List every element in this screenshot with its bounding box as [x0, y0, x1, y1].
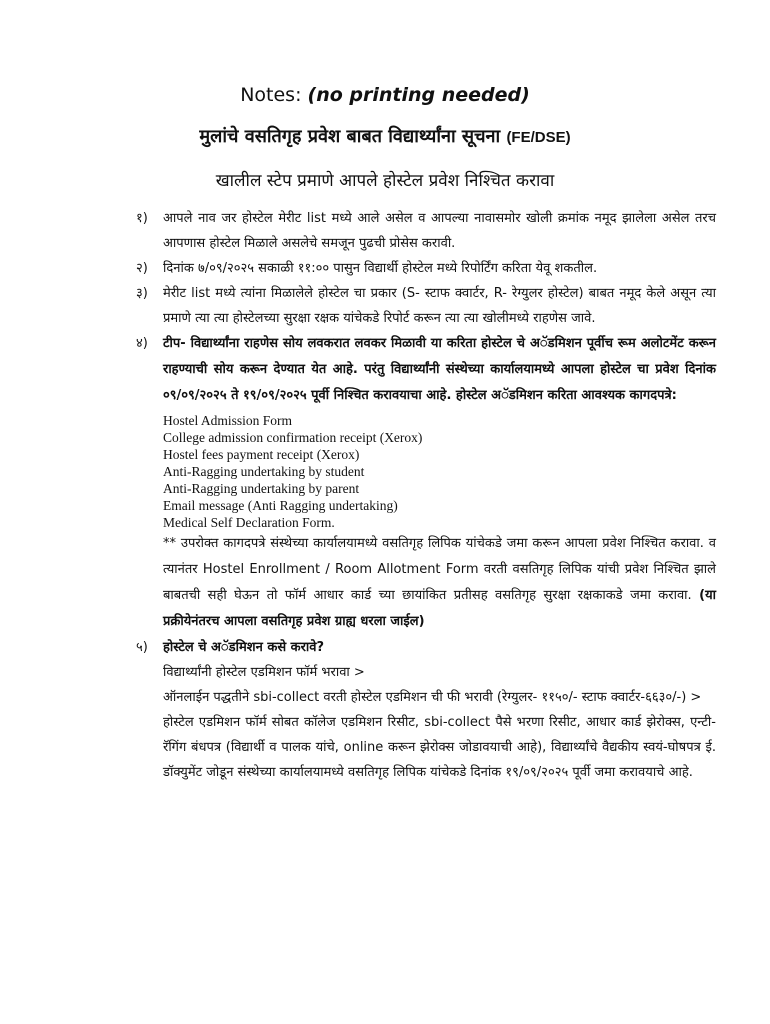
instruction-item-1	[136, 206, 716, 256]
document-item: Anti-Ragging undertaking by parent	[163, 481, 360, 496]
item-text: मेरीट list मध्ये त्यांना मिळालेले होस्टेल चा प्रकार (S- स्टाफ क्वार्टर, R- रेग्युलर होस्टेल) बाबत नमूद केले असून त्या प्रमाणे त्या त्या होस्टेलच्या सुरक्षा रक्षक यांचेकडे रिपोर्ट करून त्या त्या खोलीमध्ये राहणेस जावे.	[163, 286, 716, 326]
document-item: Hostel Admission Form	[163, 413, 293, 428]
item-heading: होस्टेल चे अॅडमिशन कसे करावे?	[163, 640, 325, 655]
item-text-bold: टीप- विद्यार्थ्यांना राहणेस सोय लवकरात लवकर मिळावी या करिता होस्टेल चे अॅडमिशन पूर्वीच रूम अलोटमेंट करून राहण्याची सोय करून देण्यात येत आहे. परंतु विद्यार्थ्यांनी संस्थेच्या कार्यालयामध्ये आपला होस्टेल चा प्रवेश दिनांक ०९/०९/२०२५ ते १९/०९/२०२५ पूर्वी निश्चित करावयाचा आहे. होस्टेल अॅडमिशन करिता आवश्यक कागदपत्रे:	[163, 336, 716, 403]
item-number: ४)	[136, 336, 148, 351]
document-item: Anti-Ragging undertaking by student	[163, 464, 365, 479]
notes-emphasis: (no printing needed)	[307, 84, 530, 106]
notes-line	[0, 84, 770, 106]
instruction-item-5	[136, 635, 716, 785]
instruction-item-2	[136, 256, 716, 281]
step-line-1: विद्यार्थ्यांनी होस्टेल एडमिशन फॉर्म भरावा >	[163, 665, 365, 680]
title-marathi: मुलांचे वसतिगृह प्रवेश बाबत विद्यार्थ्यांना सूचना	[199, 126, 501, 147]
document-item: Email message (Anti Ragging undertaking)	[163, 498, 398, 513]
document-item: Hostel fees payment receipt (Xerox)	[163, 447, 360, 462]
item-number: २)	[136, 261, 148, 276]
instructions-list	[136, 206, 716, 785]
document-item: Medical Self Declaration Form.	[163, 515, 335, 530]
note-text: ** उपरोक्त कागदपत्रे संस्थेच्या कार्यालयामध्ये वसतिगृह लिपिक यांचेकडे जमा करून आपला प्रवेश निश्चित करावा. व त्यानंतर Hostel Enrollment / Room Allotment Form वरती वसतिगृह लिपिक यांची प्रवेश निश्चित झाले बाबतची सही घेऊन तो फॉर्म आधार कार्ड च्या छायांकित प्रतीसह वसतिगृह सुरक्षा रक्षकाकडे जमा करावा.	[163, 536, 716, 603]
instruction-item-3	[136, 281, 716, 331]
item-number: ५)	[136, 640, 148, 655]
document-subtitle: खालील स्टेप प्रमाणे आपले होस्टेल प्रवेश निश्चित करावा	[215, 171, 555, 191]
document-title	[0, 124, 770, 148]
step-line-2: ऑनलाईन पद्धतीने sbi-collect वरती होस्टेल एडमिशन ची फी भरावी (रेग्युलर- ११५०/- स्टाफ क्वार्टर-६६३०/-) >	[163, 690, 702, 705]
step-line-3: होस्टेल एडमिशन फॉर्म सोबत कॉलेज एडमिशन रिसीट, sbi-collect पैसे भरणा रिसीट, आधार कार्ड झेरोक्स, एन्टी-रॅगिंग बंधपत्र (विद्यार्थी व पालक यांचे, online करून झेरोक्स जोडावयाची आहे), विद्यार्थ्यांचे वैद्यकीय स्वयं-घोषपत्र ई. डॉक्युमेंट जोडून संस्थेच्या कार्यालयामध्ये वसतिगृह लिपिक यांचेकडे दिनांक १९/०९/२०२५ पूर्वी जमा करावयाचे आहे.	[163, 715, 716, 780]
item-text: आपले नाव जर होस्टेल मेरीट list मध्ये आले असेल व आपल्या नावासमोर खोली क्रमांक नमूद झालेला असेल तरच आपणास होस्टेल मिळाले असलेचे समजून पुढची प्रोसेस करावी.	[163, 211, 716, 251]
title-latin: (FE/DSE)	[506, 129, 571, 146]
item-text: दिनांक ७/०९/२०२५ सकाळी ११:०० पासुन विद्यार्थी होस्टेल मध्ये रिपोर्टिंग करिता येवू शकतील.	[163, 261, 598, 276]
instruction-item-4	[136, 331, 716, 635]
notes-label: Notes:	[240, 84, 302, 106]
item-number: ३)	[136, 286, 148, 301]
note-bold-text: (या प्रक्रीयेनंतरच आपला वसतिगृह प्रवेश ग्राह्य धरला जाईल)	[163, 588, 716, 629]
document-item: College admission confirmation receipt (Xerox)	[163, 430, 423, 445]
documents-note	[163, 531, 716, 635]
item-number: १)	[136, 211, 148, 226]
required-documents-list	[163, 412, 716, 531]
